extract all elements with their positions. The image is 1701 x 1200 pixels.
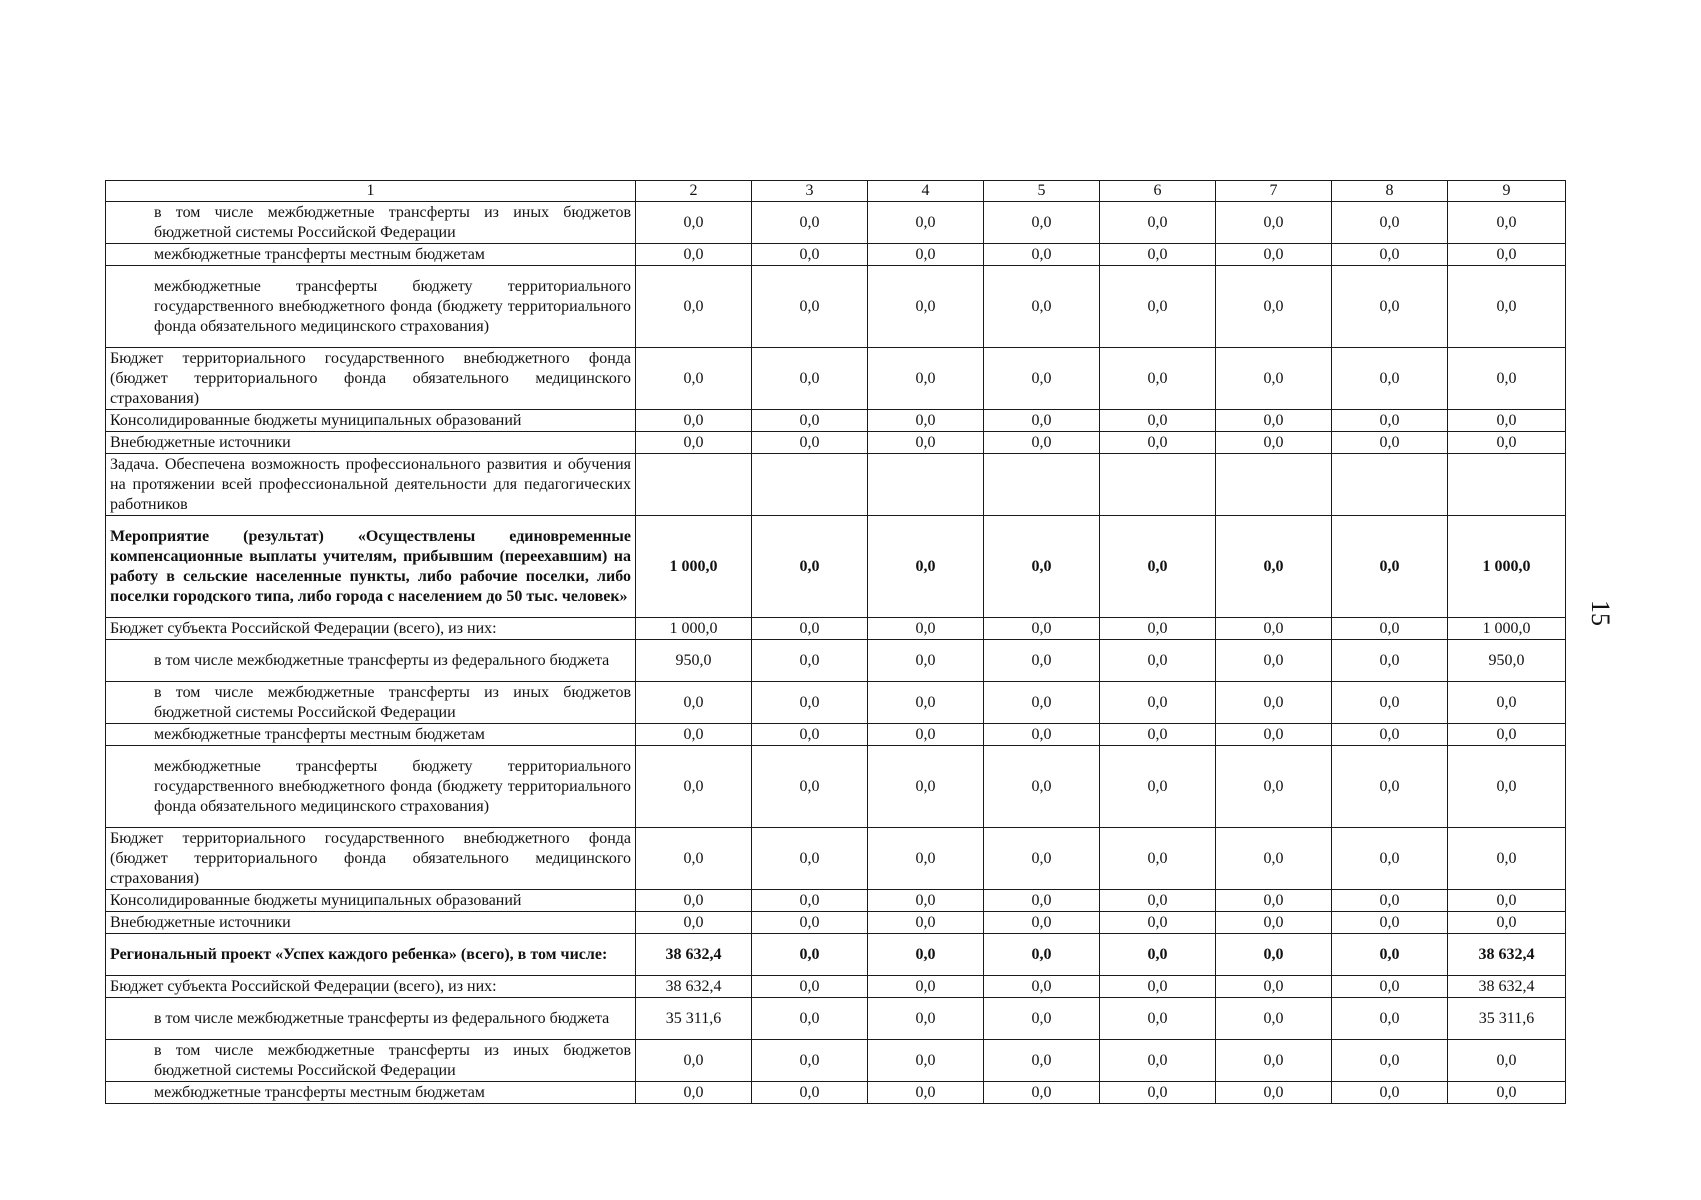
- value-cell-col-8: 0,0: [1332, 912, 1448, 934]
- value-cell-col-6: 0,0: [1100, 410, 1216, 432]
- value-cell-col-6: 0,0: [1100, 890, 1216, 912]
- table-row: [106, 618, 1566, 640]
- value-cell-col-8: 0,0: [1332, 618, 1448, 640]
- value-cell-col-2: 0,0: [636, 1082, 752, 1104]
- value-cell-col-2: 0,0: [636, 724, 752, 746]
- value-cell-col-4: 0,0: [868, 618, 984, 640]
- value-cell-col-4: 0,0: [868, 724, 984, 746]
- value-cell-col-9: 38 632,4: [1448, 976, 1566, 998]
- value-cell-col-8: 0,0: [1332, 746, 1448, 828]
- value-cell-col-5: 0,0: [984, 432, 1100, 454]
- value-cell-col-5: 0,0: [984, 640, 1100, 682]
- value-cell-col-7: 0,0: [1216, 746, 1332, 828]
- value-cell-col-6: 0,0: [1100, 618, 1216, 640]
- value-cell-col-7: 0,0: [1216, 912, 1332, 934]
- value-cell-col-3: 0,0: [752, 912, 868, 934]
- value-cell-col-5: 0,0: [984, 934, 1100, 976]
- value-cell-col-3: [752, 454, 868, 516]
- value-cell-col-2: 0,0: [636, 202, 752, 244]
- value-cell-col-5: 0,0: [984, 516, 1100, 618]
- value-cell-col-7: 0,0: [1216, 410, 1332, 432]
- row-label-cell: Бюджет территориального государственного внебюджетного фонда (бюджет территориального фонда обязательного медицинского страхования): [106, 828, 636, 890]
- value-cell-col-9: 0,0: [1448, 828, 1566, 890]
- value-cell-col-4: 0,0: [868, 348, 984, 410]
- row-label-cell: Внебюджетные источники: [106, 432, 636, 454]
- row-label-cell: в том числе межбюджетные трансферты из федерального бюджета: [106, 640, 636, 682]
- row-label-cell: в том числе межбюджетные трансферты из иных бюджетов бюджетной системы Российской Федерации: [106, 1040, 636, 1082]
- value-cell-col-5: 0,0: [984, 348, 1100, 410]
- row-label-cell: межбюджетные трансферты бюджету территориального государственного внебюджетного фонда (бюджету территориального фонда обязательного медицинского страхования): [106, 746, 636, 828]
- value-cell-col-6: 0,0: [1100, 1082, 1216, 1104]
- value-cell-col-4: 0,0: [868, 266, 984, 348]
- row-label-cell: Внебюджетные источники: [106, 912, 636, 934]
- value-cell-col-2: 0,0: [636, 432, 752, 454]
- row-label-cell: Консолидированные бюджеты муниципальных образований: [106, 410, 636, 432]
- value-cell-col-2: 0,0: [636, 266, 752, 348]
- value-cell-col-3: 0,0: [752, 890, 868, 912]
- value-cell-col-9: 0,0: [1448, 746, 1566, 828]
- value-cell-col-6: 0,0: [1100, 1040, 1216, 1082]
- row-label-cell: межбюджетные трансферты местным бюджетам: [106, 244, 636, 266]
- value-cell-col-9: 0,0: [1448, 202, 1566, 244]
- value-cell-col-2: 38 632,4: [636, 976, 752, 998]
- value-cell-col-5: 0,0: [984, 998, 1100, 1040]
- value-cell-col-6: 0,0: [1100, 432, 1216, 454]
- value-cell-col-3: 0,0: [752, 976, 868, 998]
- row-label-cell: Консолидированные бюджеты муниципальных образований: [106, 890, 636, 912]
- table-row: [106, 454, 1566, 516]
- header-cell-col-5: 5: [984, 181, 1100, 202]
- value-cell-col-9: 0,0: [1448, 890, 1566, 912]
- value-cell-col-6: 0,0: [1100, 934, 1216, 976]
- value-cell-col-2: 0,0: [636, 410, 752, 432]
- value-cell-col-5: [984, 454, 1100, 516]
- value-cell-col-7: 0,0: [1216, 516, 1332, 618]
- value-cell-col-8: 0,0: [1332, 1040, 1448, 1082]
- value-cell-col-2: 0,0: [636, 682, 752, 724]
- value-cell-col-3: 0,0: [752, 640, 868, 682]
- value-cell-col-7: 0,0: [1216, 202, 1332, 244]
- value-cell-col-3: 0,0: [752, 202, 868, 244]
- value-cell-col-9: 0,0: [1448, 682, 1566, 724]
- value-cell-col-6: 0,0: [1100, 244, 1216, 266]
- value-cell-col-9: 35 311,6: [1448, 998, 1566, 1040]
- value-cell-col-7: 0,0: [1216, 828, 1332, 890]
- value-cell-col-6: 0,0: [1100, 976, 1216, 998]
- value-cell-col-5: 0,0: [984, 410, 1100, 432]
- value-cell-col-4: 0,0: [868, 890, 984, 912]
- table-row: [106, 1040, 1566, 1082]
- value-cell-col-9: 1 000,0: [1448, 516, 1566, 618]
- value-cell-col-5: 0,0: [984, 244, 1100, 266]
- value-cell-col-9: 0,0: [1448, 410, 1566, 432]
- value-cell-col-7: 0,0: [1216, 682, 1332, 724]
- value-cell-col-7: [1216, 454, 1332, 516]
- table-row: [106, 746, 1566, 828]
- value-cell-col-8: 0,0: [1332, 890, 1448, 912]
- row-label-cell: в том числе межбюджетные трансферты из иных бюджетов бюджетной системы Российской Федерации: [106, 682, 636, 724]
- value-cell-col-3: 0,0: [752, 1082, 868, 1104]
- value-cell-col-9: 0,0: [1448, 724, 1566, 746]
- value-cell-col-4: 0,0: [868, 1040, 984, 1082]
- header-cell-col-9: 9: [1448, 181, 1566, 202]
- value-cell-col-2: 35 311,6: [636, 998, 752, 1040]
- value-cell-col-5: 0,0: [984, 724, 1100, 746]
- value-cell-col-6: 0,0: [1100, 348, 1216, 410]
- value-cell-col-9: 0,0: [1448, 348, 1566, 410]
- value-cell-col-3: 0,0: [752, 432, 868, 454]
- value-cell-col-5: 0,0: [984, 1040, 1100, 1082]
- table-body: [106, 181, 1566, 1104]
- value-cell-col-8: 0,0: [1332, 976, 1448, 998]
- table-row: [106, 934, 1566, 976]
- value-cell-col-9: 0,0: [1448, 912, 1566, 934]
- value-cell-col-5: 0,0: [984, 682, 1100, 724]
- row-label-cell: Мероприятие (результат) «Осуществлены единовременные компенсационные выплаты учителям, прибывшим (переехавшим) на работу в сельские населенные пункты, либо рабочие поселки, либо поселки городского типа, либо города с населением до 50 тыс. человек»: [106, 516, 636, 618]
- table-row: [106, 516, 1566, 618]
- value-cell-col-4: 0,0: [868, 516, 984, 618]
- value-cell-col-7: 0,0: [1216, 976, 1332, 998]
- value-cell-col-3: 0,0: [752, 746, 868, 828]
- header-cell-col-4: 4: [868, 181, 984, 202]
- value-cell-col-7: 0,0: [1216, 266, 1332, 348]
- header-cell-col-8: 8: [1332, 181, 1448, 202]
- table-row: [106, 410, 1566, 432]
- value-cell-col-9: 0,0: [1448, 1040, 1566, 1082]
- value-cell-col-7: 0,0: [1216, 348, 1332, 410]
- budget-table: [105, 180, 1566, 1104]
- value-cell-col-8: 0,0: [1332, 202, 1448, 244]
- value-cell-col-7: 0,0: [1216, 244, 1332, 266]
- value-cell-col-6: 0,0: [1100, 682, 1216, 724]
- row-label-cell: Бюджет субъекта Российской Федерации (всего), из них:: [106, 618, 636, 640]
- header-cell-col-6: 6: [1100, 181, 1216, 202]
- value-cell-col-4: 0,0: [868, 976, 984, 998]
- value-cell-col-8: 0,0: [1332, 724, 1448, 746]
- row-label-cell: Бюджет субъекта Российской Федерации (всего), из них:: [106, 976, 636, 998]
- value-cell-col-6: 0,0: [1100, 998, 1216, 1040]
- header-cell-col-3: 3: [752, 181, 868, 202]
- value-cell-col-2: 0,0: [636, 828, 752, 890]
- value-cell-col-9: 0,0: [1448, 1082, 1566, 1104]
- value-cell-col-3: 0,0: [752, 682, 868, 724]
- value-cell-col-7: 0,0: [1216, 890, 1332, 912]
- value-cell-col-2: 0,0: [636, 348, 752, 410]
- value-cell-col-4: 0,0: [868, 640, 984, 682]
- value-cell-col-9: 950,0: [1448, 640, 1566, 682]
- table-row: [106, 890, 1566, 912]
- value-cell-col-4: 0,0: [868, 410, 984, 432]
- value-cell-col-2: 1 000,0: [636, 618, 752, 640]
- value-cell-col-3: 0,0: [752, 934, 868, 976]
- value-cell-col-8: 0,0: [1332, 244, 1448, 266]
- value-cell-col-4: 0,0: [868, 1082, 984, 1104]
- value-cell-col-9: 0,0: [1448, 432, 1566, 454]
- row-label-cell: Бюджет территориального государственного внебюджетного фонда (бюджет территориального фонда обязательного медицинского страхования): [106, 348, 636, 410]
- value-cell-col-6: 0,0: [1100, 266, 1216, 348]
- value-cell-col-7: 0,0: [1216, 934, 1332, 976]
- value-cell-col-6: 0,0: [1100, 828, 1216, 890]
- value-cell-col-2: 0,0: [636, 244, 752, 266]
- value-cell-col-4: 0,0: [868, 746, 984, 828]
- value-cell-col-9: 38 632,4: [1448, 934, 1566, 976]
- row-label-cell: в том числе межбюджетные трансферты из федерального бюджета: [106, 998, 636, 1040]
- value-cell-col-3: 0,0: [752, 410, 868, 432]
- value-cell-col-6: 0,0: [1100, 912, 1216, 934]
- value-cell-col-4: 0,0: [868, 244, 984, 266]
- value-cell-col-3: 0,0: [752, 266, 868, 348]
- value-cell-col-7: 0,0: [1216, 618, 1332, 640]
- value-cell-col-5: 0,0: [984, 618, 1100, 640]
- value-cell-col-2: 0,0: [636, 890, 752, 912]
- value-cell-col-8: 0,0: [1332, 410, 1448, 432]
- value-cell-col-9: 0,0: [1448, 266, 1566, 348]
- value-cell-col-9: 1 000,0: [1448, 618, 1566, 640]
- value-cell-col-2: 0,0: [636, 746, 752, 828]
- value-cell-col-2: 38 632,4: [636, 934, 752, 976]
- value-cell-col-8: 0,0: [1332, 1082, 1448, 1104]
- table-row: [106, 976, 1566, 998]
- value-cell-col-6: 0,0: [1100, 640, 1216, 682]
- value-cell-col-7: 0,0: [1216, 1040, 1332, 1082]
- value-cell-col-9: 0,0: [1448, 244, 1566, 266]
- value-cell-col-5: 0,0: [984, 828, 1100, 890]
- value-cell-col-5: 0,0: [984, 202, 1100, 244]
- table-row: [106, 640, 1566, 682]
- header-cell-col-7: 7: [1216, 181, 1332, 202]
- value-cell-col-8: 0,0: [1332, 266, 1448, 348]
- value-cell-col-3: 0,0: [752, 998, 868, 1040]
- table-row: [106, 348, 1566, 410]
- value-cell-col-7: 0,0: [1216, 432, 1332, 454]
- table-row: [106, 1082, 1566, 1104]
- table-row: [106, 682, 1566, 724]
- table-row: [106, 724, 1566, 746]
- table-row: [106, 432, 1566, 454]
- page-number: 15: [1586, 600, 1615, 626]
- value-cell-col-6: [1100, 454, 1216, 516]
- value-cell-col-5: 0,0: [984, 746, 1100, 828]
- value-cell-col-4: [868, 454, 984, 516]
- value-cell-col-8: 0,0: [1332, 640, 1448, 682]
- value-cell-col-4: 0,0: [868, 682, 984, 724]
- value-cell-col-3: 0,0: [752, 724, 868, 746]
- value-cell-col-2: [636, 454, 752, 516]
- table-row: [106, 828, 1566, 890]
- value-cell-col-8: 0,0: [1332, 828, 1448, 890]
- table-row: [106, 912, 1566, 934]
- value-cell-col-4: 0,0: [868, 998, 984, 1040]
- value-cell-col-4: 0,0: [868, 912, 984, 934]
- value-cell-col-2: 0,0: [636, 912, 752, 934]
- value-cell-col-8: 0,0: [1332, 348, 1448, 410]
- value-cell-col-3: 0,0: [752, 1040, 868, 1082]
- value-cell-col-3: 0,0: [752, 244, 868, 266]
- value-cell-col-4: 0,0: [868, 202, 984, 244]
- value-cell-col-6: 0,0: [1100, 516, 1216, 618]
- value-cell-col-7: 0,0: [1216, 998, 1332, 1040]
- value-cell-col-7: 0,0: [1216, 1082, 1332, 1104]
- value-cell-col-5: 0,0: [984, 976, 1100, 998]
- table-row: [106, 266, 1566, 348]
- value-cell-col-8: 0,0: [1332, 998, 1448, 1040]
- value-cell-col-2: 1 000,0: [636, 516, 752, 618]
- value-cell-col-5: 0,0: [984, 266, 1100, 348]
- table-row: [106, 202, 1566, 244]
- row-label-cell: Региональный проект «Успех каждого ребенка» (всего), в том числе:: [106, 934, 636, 976]
- value-cell-col-8: 0,0: [1332, 934, 1448, 976]
- row-label-cell: межбюджетные трансферты бюджету территориального государственного внебюджетного фонда (бюджету территориального фонда обязательного медицинского страхования): [106, 266, 636, 348]
- value-cell-col-9: [1448, 454, 1566, 516]
- value-cell-col-5: 0,0: [984, 890, 1100, 912]
- value-cell-col-4: 0,0: [868, 934, 984, 976]
- row-label-cell: в том числе межбюджетные трансферты из иных бюджетов бюджетной системы Российской Федерации: [106, 202, 636, 244]
- table-row: [106, 244, 1566, 266]
- value-cell-col-4: 0,0: [868, 432, 984, 454]
- value-cell-col-7: 0,0: [1216, 640, 1332, 682]
- row-label-cell: межбюджетные трансферты местным бюджетам: [106, 1082, 636, 1104]
- value-cell-col-6: 0,0: [1100, 724, 1216, 746]
- row-label-cell: Задача. Обеспечена возможность профессионального развития и обучения на протяжении всей профессиональной деятельности для педагогических работников: [106, 454, 636, 516]
- value-cell-col-3: 0,0: [752, 516, 868, 618]
- value-cell-col-3: 0,0: [752, 618, 868, 640]
- value-cell-col-7: 0,0: [1216, 724, 1332, 746]
- value-cell-col-2: 950,0: [636, 640, 752, 682]
- row-label-cell: межбюджетные трансферты местным бюджетам: [106, 724, 636, 746]
- table-row: [106, 998, 1566, 1040]
- table-header-row: [106, 181, 1566, 202]
- value-cell-col-3: 0,0: [752, 348, 868, 410]
- value-cell-col-6: 0,0: [1100, 746, 1216, 828]
- value-cell-col-5: 0,0: [984, 912, 1100, 934]
- header-cell-col-2: 2: [636, 181, 752, 202]
- value-cell-col-5: 0,0: [984, 1082, 1100, 1104]
- header-cell-col-1: 1: [106, 181, 636, 202]
- value-cell-col-2: 0,0: [636, 1040, 752, 1082]
- value-cell-col-8: 0,0: [1332, 516, 1448, 618]
- value-cell-col-6: 0,0: [1100, 202, 1216, 244]
- value-cell-col-8: 0,0: [1332, 682, 1448, 724]
- value-cell-col-8: [1332, 454, 1448, 516]
- value-cell-col-4: 0,0: [868, 828, 984, 890]
- value-cell-col-8: 0,0: [1332, 432, 1448, 454]
- value-cell-col-3: 0,0: [752, 828, 868, 890]
